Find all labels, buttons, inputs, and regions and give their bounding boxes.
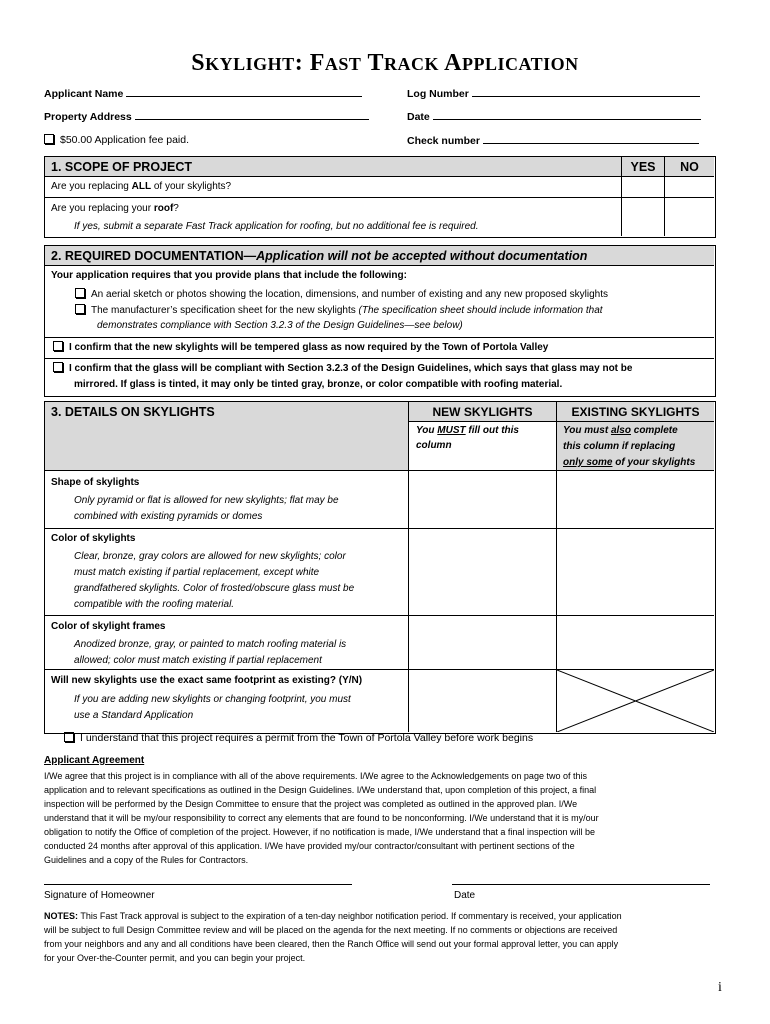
frame-existing-cell[interactable] xyxy=(557,616,714,669)
replace-all-yes-cell[interactable] xyxy=(622,178,664,196)
property-address-field[interactable] xyxy=(44,110,369,123)
color-existing-cell[interactable] xyxy=(557,529,714,615)
property-address-label: Property Address xyxy=(44,111,132,123)
notes xyxy=(44,909,734,965)
spec-sheet-label: The manufacturer’s specification sheet for the new skylights xyxy=(91,305,359,316)
notes-line: This Fast Track approval is subject to the expiration of a ten-day neighbor notification period. If commentary is received, your application xyxy=(78,911,622,921)
signature-label: Signature of Homeowner xyxy=(44,890,155,901)
row-divider xyxy=(45,337,714,338)
yes-column-header: YES xyxy=(622,157,664,177)
checkbox-icon[interactable] xyxy=(44,134,54,144)
notes-line: from your neighbors and any and all conditions have been cleared, then the Ranch Office will send out your formal approval letter, you can apply xyxy=(44,939,619,949)
check-number-line[interactable] xyxy=(483,134,699,144)
checkbox-icon[interactable] xyxy=(64,732,74,742)
checkbox-icon[interactable] xyxy=(53,362,63,372)
property-address-line[interactable] xyxy=(135,110,369,120)
footprint-note: If you are adding new skylights or changing footprint, you must use a Standard Application xyxy=(74,694,351,721)
log-number-label: Log Number xyxy=(407,88,469,100)
new-skylights-header: NEW SKYLIGHTS xyxy=(432,405,533,419)
notes-line: will be subject to full Design Committee review and will be placed on the agenda for the next meeting. If no comments or objections are received xyxy=(44,925,618,935)
replace-roof-no-cell[interactable] xyxy=(665,198,714,235)
frame-color-note: Anodized bronze, gray, or painted to match roofing material is allowed; color must match existing if partial replacement xyxy=(74,639,347,666)
shape-label: Shape of skylights xyxy=(51,477,140,488)
shape-existing-cell[interactable] xyxy=(557,471,714,528)
existing-column-note: You must also complete this column if replacing only some of your skylights xyxy=(563,425,696,468)
notes-line: for your Over-the-Counter permit, and you can begin your project. xyxy=(44,953,306,963)
checkbox-icon[interactable] xyxy=(75,304,85,314)
shape-note: Only pyramid or flat is allowed for new skylights; flat may be combined with existing pyramids or domes xyxy=(74,495,339,522)
log-number-field[interactable] xyxy=(407,87,700,100)
color-new-cell[interactable] xyxy=(409,529,556,615)
new-column-note: You MUST fill out this column xyxy=(416,425,519,451)
scope-heading: 1. SCOPE OF PROJECT xyxy=(45,157,621,177)
agreement-text xyxy=(44,769,724,867)
aerial-sketch-label: An aerial sketch or photos showing the location, dimensions, and number of existing and any new proposed skylights xyxy=(91,289,608,300)
replace-roof-question: Are you replacing your roof? xyxy=(51,203,179,214)
spec-sheet-note: (The specification sheet should include information that xyxy=(358,305,603,316)
frame-color-label: Color of skylight frames xyxy=(51,621,166,632)
agreement-line: understand that it will be my/our responsibility to correct any elements that are found to be nonconforming. I/We understand that it is my/our xyxy=(44,813,599,823)
roof-note: If yes, submit a separate Fast Track application for roofing, but no additional fee is required. xyxy=(74,221,479,232)
date-line[interactable] xyxy=(433,110,701,120)
checkbox-icon[interactable] xyxy=(53,341,63,351)
color-label: Color of skylights xyxy=(51,533,136,544)
row-divider xyxy=(409,421,714,422)
agreement-line: I/We agree that this project is in compliance with all of the above requirements. I/We agree to the Acknowledgements on page two of this xyxy=(44,771,587,781)
agreement-line: application and to relevant specifications as outlined in the Design Guidelines. I/We understand that, upon completion of this project, a final xyxy=(44,785,597,795)
signature-date-label: Date xyxy=(454,890,476,901)
existing-skylights-header: EXISTING SKYLIGHTS xyxy=(571,405,700,419)
tempered-glass-label: I confirm that the new skylights will be tempered glass as now required by the Town of Portola Valley xyxy=(69,342,549,353)
checkbox-icon[interactable] xyxy=(75,288,85,298)
log-number-line[interactable] xyxy=(472,87,700,97)
documentation-intro: Your application requires that you provide plans that include the following: xyxy=(51,270,407,281)
spec-sheet-item[interactable] xyxy=(75,303,603,318)
tempered-glass-confirm[interactable] xyxy=(53,340,548,355)
agreement-line: conducted 24 months after approval of this application. I/We have provided my/our contractor/consultant with pertinent sections of the xyxy=(44,841,575,851)
frame-new-cell[interactable] xyxy=(409,616,556,669)
notes-label: NOTES: xyxy=(44,911,79,921)
crossed-out-cell xyxy=(557,670,714,732)
agreement-heading: Applicant Agreement xyxy=(44,755,145,766)
glass-compliance-cont: mirrored. If glass is tinted, it may only be tinted gray, bronze, or color compatible with roofing material. xyxy=(74,379,563,390)
fee-paid-label: $50.00 Application fee paid. xyxy=(60,134,190,146)
signature-date-line[interactable] xyxy=(452,884,710,885)
no-column-header: NO xyxy=(665,157,714,177)
permit-acknowledgement-label: I understand that this project requires a permit from the Town of Portola Valley before work begins xyxy=(80,732,534,744)
applicant-name-line[interactable] xyxy=(126,87,362,97)
glass-compliance-confirm[interactable] xyxy=(53,361,632,376)
check-number-field[interactable] xyxy=(407,134,699,147)
details-heading: 3. DETAILS ON SKYLIGHTS xyxy=(51,405,215,419)
replace-roof-yes-cell[interactable] xyxy=(622,198,664,235)
date-field[interactable] xyxy=(407,110,701,123)
footprint-new-cell[interactable] xyxy=(409,670,556,732)
spec-sheet-note-cont: demonstrates compliance with Section 3.2.3 of the Design Guidelines—see below) xyxy=(97,320,463,331)
page-title: SKYLIGHT: FAST TRACK APPLICATION xyxy=(191,50,579,76)
aerial-sketch-item[interactable] xyxy=(75,287,608,302)
applicant-name-field[interactable] xyxy=(44,87,362,100)
agreement-line: Guidelines and a copy of the Rules for Contractors. xyxy=(44,855,249,865)
replace-all-no-cell[interactable] xyxy=(665,178,714,196)
fee-paid-checkbox-row[interactable] xyxy=(44,134,189,146)
permit-acknowledgement[interactable] xyxy=(64,731,533,746)
shape-new-cell[interactable] xyxy=(409,471,556,528)
color-note: Clear, bronze, gray colors are allowed for new skylights; color must match existing if partial replacement, except white grandfathered skylights. Color of frosted/obscure glass must be compatible with the roofing material. xyxy=(74,551,355,610)
documentation-heading: 2. REQUIRED DOCUMENTATION—Application will not be accepted without documentation xyxy=(45,246,714,266)
applicant-name-label: Applicant Name xyxy=(44,88,124,100)
page-number: i xyxy=(718,980,722,995)
agreement-line: inspection will be performed by the Design Committee to ensure that the project was completed as outlined in the approved plan. I/We xyxy=(44,799,578,809)
footprint-label: Will new skylights use the exact same footprint as existing? (Y/N) xyxy=(51,675,363,686)
check-number-label: Check number xyxy=(407,135,480,147)
glass-compliance-label: I confirm that the glass will be compliant with Section 3.2.3 of the Design Guidelines, which says that glass may not be xyxy=(69,363,633,374)
row-divider xyxy=(45,358,714,359)
replace-all-question: Are you replacing ALL of your skylights? xyxy=(51,181,232,192)
date-label: Date xyxy=(407,111,430,123)
agreement-line: obligation to notify the Office of completion of the project. However, if no notification is made, I/We understand that a final inspection will be xyxy=(44,827,595,837)
row-divider xyxy=(45,197,714,198)
signature-line[interactable] xyxy=(44,884,352,885)
